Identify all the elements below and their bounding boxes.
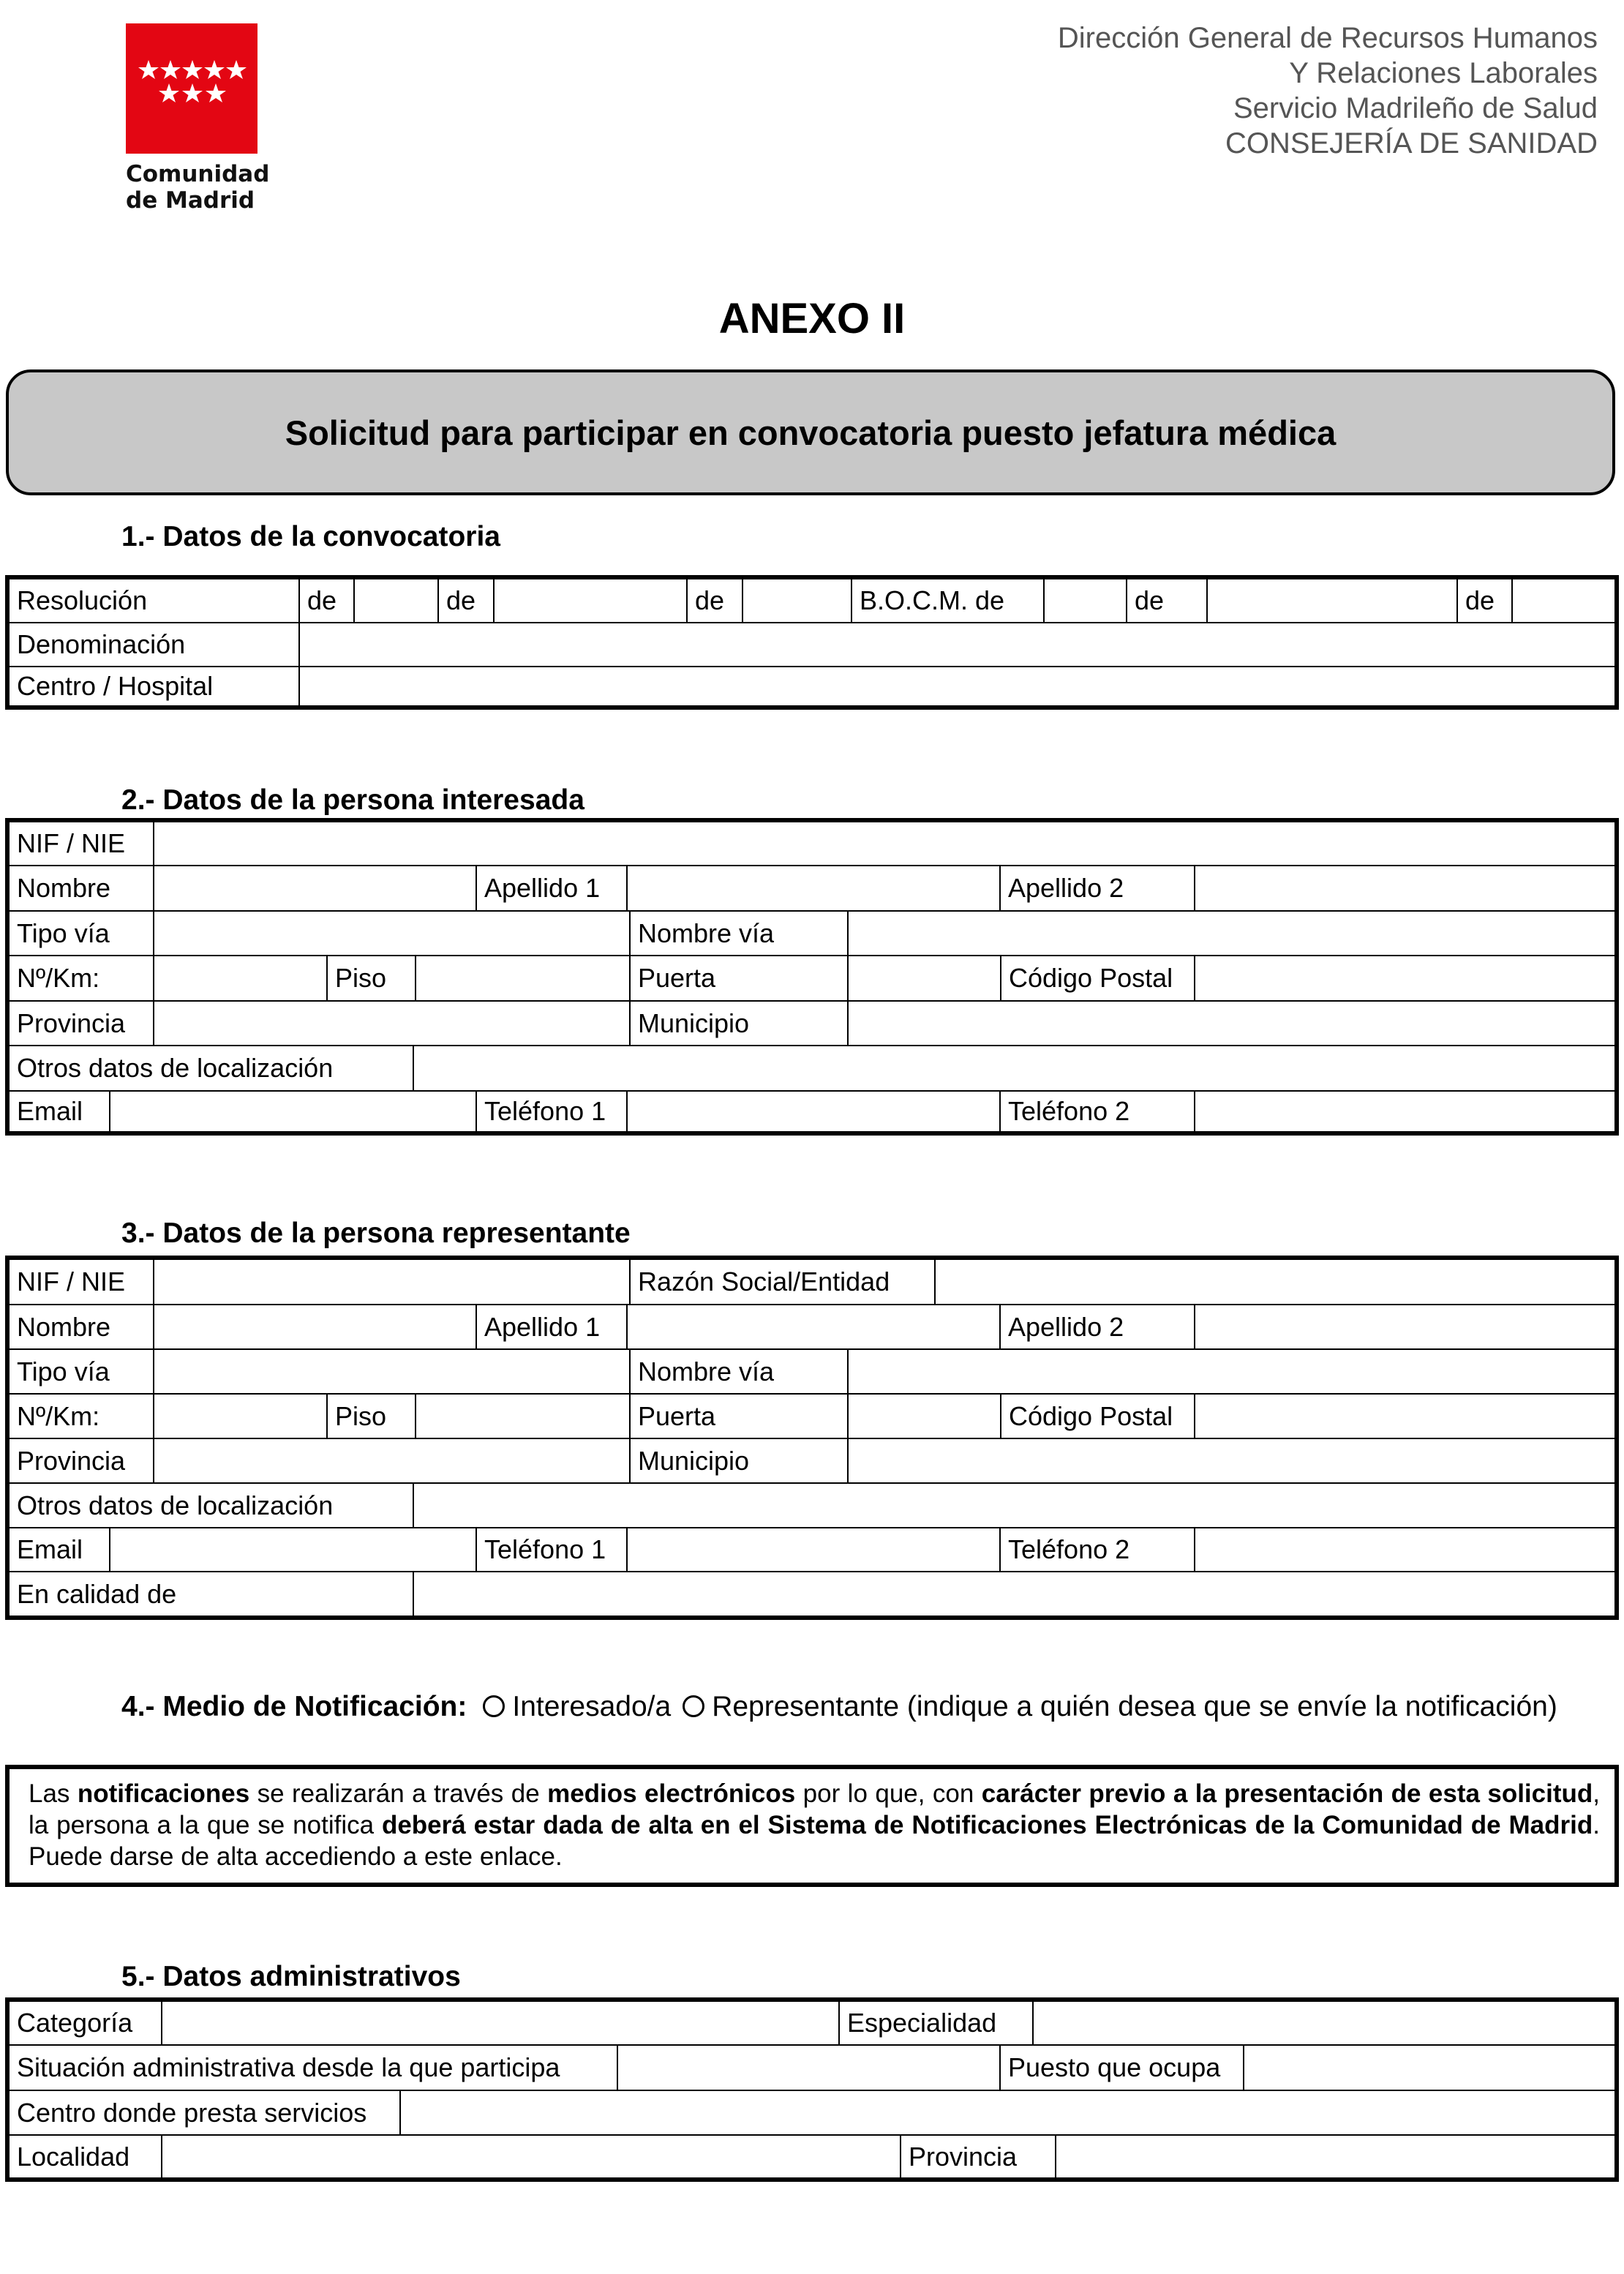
- section-3-title: 3.- Datos de la persona representante: [121, 1217, 631, 1249]
- label-apellido1: Apellido 1: [475, 1305, 626, 1348]
- table-row: [10, 1090, 1614, 1131]
- notice-bold: medios electrónicos: [547, 1779, 796, 1808]
- label-denominacion: Denominación: [17, 629, 186, 659]
- en-calidad-de-field[interactable]: [413, 1572, 1614, 1616]
- label-municipio: Municipio: [629, 1439, 847, 1482]
- label-nombre-via: Nombre vía: [629, 912, 847, 955]
- categoria-field[interactable]: [161, 2002, 838, 2044]
- label-telefono1: Teléfono 1: [475, 1528, 626, 1571]
- label-telefono2: Teléfono 2: [999, 1092, 1194, 1131]
- otros-datos-field[interactable]: [413, 1046, 1614, 1090]
- label-telefono1: Teléfono 1: [475, 1092, 626, 1131]
- puesto-field[interactable]: [1243, 2046, 1614, 2090]
- stars-icon: [126, 23, 257, 154]
- table-row: [10, 865, 1614, 910]
- label-codigo-postal: Código Postal: [1000, 1395, 1194, 1438]
- admin-provincia-field[interactable]: [1055, 2136, 1614, 2177]
- centro-hospital-field[interactable]: [298, 667, 1614, 705]
- option-representante-label: Representante (indique a quién desea que se envíe la notificación): [712, 1691, 1557, 1722]
- label-centro-hospital: Centro / Hospital: [17, 671, 214, 701]
- rep-apellido1-field[interactable]: [626, 1305, 999, 1348]
- notice-text: se realizarán a través de: [249, 1779, 548, 1808]
- org-line: Y Relaciones Laborales: [1289, 57, 1598, 89]
- table-row: [10, 910, 1614, 955]
- label-de: de: [298, 579, 353, 622]
- label-de: de: [686, 579, 742, 622]
- bocm-day-field[interactable]: [1043, 579, 1126, 622]
- form-title: [6, 369, 1615, 495]
- apellido1-field[interactable]: [626, 866, 999, 910]
- radio-representante[interactable]: [683, 1695, 704, 1717]
- section-5-title: 5.- Datos administrativos: [121, 1961, 461, 1992]
- org-line: Servicio Madrileño de Salud: [1233, 92, 1598, 124]
- resolucion-year-field[interactable]: [742, 579, 851, 622]
- rep-nif-field[interactable]: [153, 1260, 629, 1304]
- localidad-field[interactable]: [161, 2136, 900, 2177]
- telefono1-field[interactable]: [626, 1092, 999, 1131]
- municipio-field[interactable]: [847, 1002, 1614, 1045]
- label-nombre: Nombre: [17, 1311, 111, 1342]
- table-row: [10, 1571, 1614, 1616]
- rep-email-field[interactable]: [109, 1528, 475, 1571]
- label-localidad: Localidad: [17, 2141, 130, 2172]
- num-km-field[interactable]: [153, 956, 326, 1000]
- notice-text: por lo que, con: [795, 1779, 982, 1808]
- option-interesado-label: Interesado/a: [512, 1691, 672, 1722]
- section-4-title: 4.- Medio de Notificación:: [121, 1691, 467, 1722]
- label-especialidad: Especialidad: [838, 2002, 1032, 2044]
- table-row: [10, 666, 1614, 705]
- label-puerta: Puerta: [629, 1395, 847, 1438]
- provincia-field[interactable]: [153, 1002, 629, 1045]
- label-razon-social: Razón Social/Entidad: [629, 1260, 934, 1304]
- label-otros-datos: Otros datos de localización: [17, 1053, 334, 1083]
- form-title-text: Solicitud para participar en convocatoria puesto jefatura médica: [285, 413, 1337, 452]
- label-resolucion: Resolución: [17, 585, 148, 615]
- rep-nombre-via-field[interactable]: [847, 1350, 1614, 1393]
- label-telefono2: Teléfono 2: [999, 1528, 1194, 1571]
- table-row: [10, 1393, 1614, 1438]
- rep-tipo-via-field[interactable]: [153, 1350, 629, 1393]
- comunidad-madrid-wordmark: [126, 161, 269, 214]
- razon-social-field[interactable]: [934, 1260, 1614, 1304]
- resolucion-day-field[interactable]: [353, 579, 437, 622]
- org-line: CONSEJERÍA DE SANIDAD: [1225, 127, 1598, 160]
- notice-bold: deberá estar dada de alta en el Sistema de Notificaciones Electrónicas de la Comunidad de Madrid: [381, 1811, 1593, 1839]
- bocm-year-field[interactable]: [1511, 579, 1614, 622]
- table-row: [10, 2090, 1614, 2134]
- rep-apellido2-field[interactable]: [1194, 1305, 1614, 1348]
- label-tipo-via: Tipo vía: [17, 918, 110, 948]
- label-situacion: Situación administrativa desde la que participa: [17, 2052, 560, 2082]
- annex-heading: ANEXO II: [718, 295, 906, 342]
- nombre-field[interactable]: [153, 866, 475, 910]
- puerta-field[interactable]: [847, 956, 1000, 1000]
- label-email: Email: [17, 1534, 83, 1564]
- label-provincia: Provincia: [900, 2136, 1055, 2177]
- label-bocm: B.O.C.M. de: [851, 579, 1043, 622]
- notice-text: Las: [29, 1779, 78, 1808]
- rep-municipio-field[interactable]: [847, 1439, 1614, 1482]
- rep-otros-datos-field[interactable]: [413, 1484, 1614, 1527]
- label-puesto: Puesto que ocupa: [999, 2046, 1243, 2090]
- section-5-table: [5, 1997, 1619, 2182]
- table-row: [10, 1482, 1614, 1527]
- nif-field[interactable]: [153, 822, 1614, 865]
- label-num-km: Nº/Km:: [17, 963, 100, 993]
- tipo-via-field[interactable]: [153, 912, 629, 955]
- section-2-table: [5, 818, 1619, 1136]
- label-categoria: Categoría: [17, 2008, 133, 2038]
- rep-piso-field[interactable]: [415, 1395, 629, 1438]
- label-apellido2: Apellido 2: [999, 1305, 1194, 1348]
- table-row: [10, 1438, 1614, 1482]
- table-row: [10, 1348, 1614, 1393]
- rep-puerta-field[interactable]: [847, 1395, 1000, 1438]
- codigo-postal-field[interactable]: [1194, 956, 1614, 1000]
- rep-nombre-field[interactable]: [153, 1305, 475, 1348]
- label-tipo-via: Tipo vía: [17, 1356, 110, 1386]
- section-1-title: 1.- Datos de la convocatoria: [121, 521, 500, 552]
- label-provincia: Provincia: [17, 1007, 126, 1038]
- org-line: Dirección General de Recursos Humanos: [1057, 22, 1598, 54]
- notice-bold: carácter previo a la presentación de esta solicitud: [981, 1779, 1593, 1808]
- label-de: de: [437, 579, 493, 622]
- label-apellido1: Apellido 1: [475, 866, 626, 910]
- section-1-table: [5, 575, 1619, 710]
- label-centro-servicios: Centro donde presta servicios: [17, 2097, 367, 2128]
- label-nombre: Nombre: [17, 873, 111, 903]
- table-row: [10, 1527, 1614, 1571]
- centro-servicios-field[interactable]: [399, 2091, 1614, 2134]
- table-row: [10, 1260, 1614, 1304]
- section-3-table: [5, 1256, 1619, 1620]
- email-field[interactable]: [109, 1092, 475, 1131]
- nombre-via-field[interactable]: [847, 912, 1614, 955]
- label-email: Email: [17, 1096, 83, 1126]
- notice-bold: notificaciones: [77, 1779, 250, 1808]
- rep-num-km-field[interactable]: [153, 1395, 326, 1438]
- label-nif: NIF / NIE: [17, 828, 126, 858]
- label-de: de: [1126, 579, 1206, 622]
- organization-header: [1058, 20, 1598, 161]
- rep-codigo-postal-field[interactable]: [1194, 1395, 1614, 1438]
- bocm-month-field[interactable]: [1206, 579, 1456, 622]
- logo-line-2: de Madrid: [126, 187, 255, 214]
- section-2-title: 2.- Datos de la persona interesada: [121, 784, 584, 816]
- rep-telefono2-field[interactable]: [1194, 1528, 1614, 1571]
- resolucion-month-field[interactable]: [493, 579, 686, 622]
- rep-provincia-field[interactable]: [153, 1439, 629, 1482]
- label-de: de: [1456, 579, 1511, 622]
- label-municipio: Municipio: [629, 1002, 847, 1045]
- label-provincia: Provincia: [17, 1445, 126, 1476]
- label-nombre-via: Nombre vía: [629, 1350, 847, 1393]
- table-row: [10, 622, 1614, 666]
- table-row: [10, 2044, 1614, 2090]
- telefono2-field[interactable]: [1194, 1092, 1614, 1131]
- label-otros-datos: Otros datos de localización: [17, 1490, 334, 1520]
- apellido2-field[interactable]: [1194, 866, 1614, 910]
- table-row: [10, 2134, 1614, 2177]
- table-row: [10, 822, 1614, 865]
- situacion-field[interactable]: [617, 2046, 999, 2090]
- table-row: [10, 579, 1614, 622]
- notification-notice: [5, 1765, 1619, 1887]
- label-nif: NIF / NIE: [17, 1267, 126, 1297]
- comunidad-madrid-flag-logo: [126, 23, 257, 154]
- label-num-km: Nº/Km:: [17, 1400, 100, 1431]
- notice-text: , la persona a la que se notifica: [29, 1779, 1600, 1839]
- table-row: [10, 1045, 1614, 1090]
- table-row: [10, 955, 1614, 1000]
- notice-text: . Puede darse de alta accediendo a este enlace.: [29, 1811, 1600, 1871]
- table-row: [10, 2002, 1614, 2044]
- label-codigo-postal: Código Postal: [1000, 956, 1194, 1000]
- table-row: [10, 1304, 1614, 1348]
- label-piso: Piso: [326, 956, 415, 1000]
- label-en-calidad-de: En calidad de: [17, 1578, 177, 1609]
- rep-telefono1-field[interactable]: [626, 1528, 999, 1571]
- table-row: [10, 1000, 1614, 1045]
- denominacion-field[interactable]: [298, 623, 1614, 666]
- piso-field[interactable]: [415, 956, 629, 1000]
- section-4-notification-line: [121, 1690, 1584, 1724]
- label-apellido2: Apellido 2: [999, 866, 1194, 910]
- radio-interesado[interactable]: [483, 1695, 505, 1717]
- logo-line-1: Comunidad: [126, 161, 270, 187]
- label-puerta: Puerta: [629, 956, 847, 1000]
- especialidad-field[interactable]: [1032, 2002, 1614, 2044]
- label-piso: Piso: [326, 1395, 415, 1438]
